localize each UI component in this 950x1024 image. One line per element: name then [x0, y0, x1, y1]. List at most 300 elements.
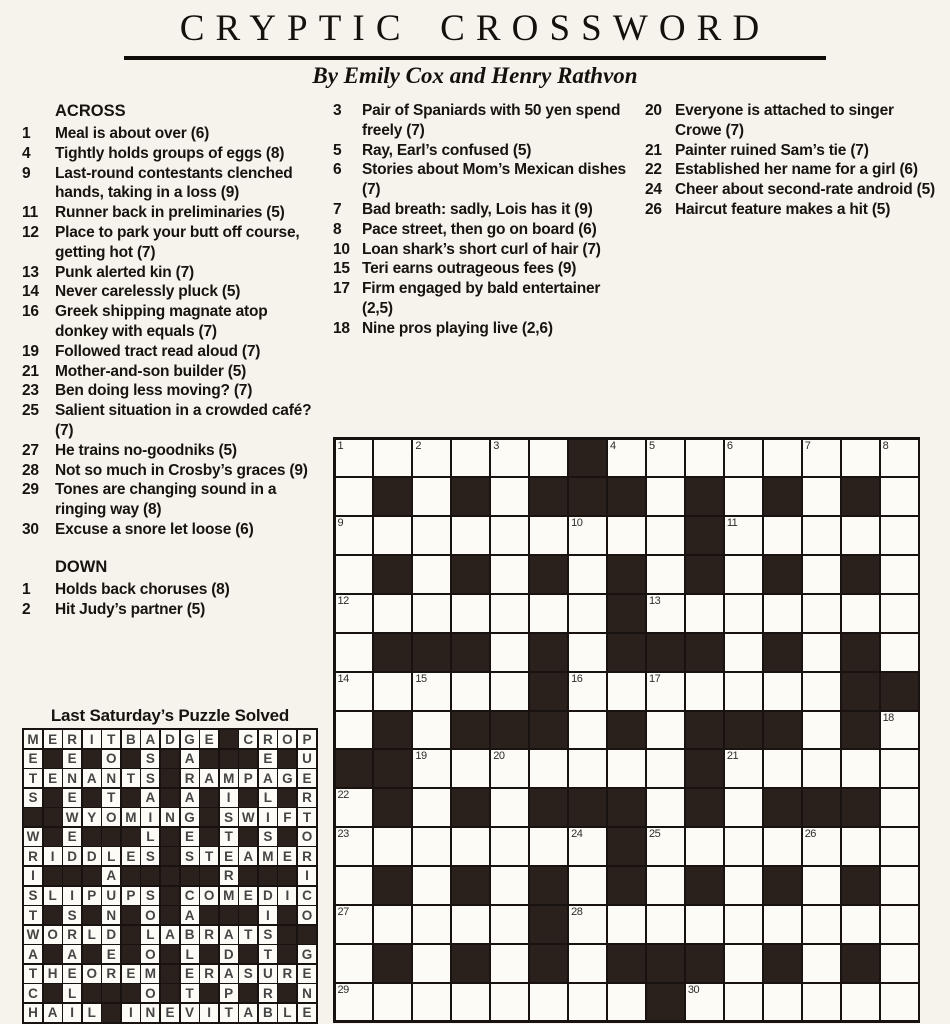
clue-text: Holds back choruses (8)	[55, 580, 230, 598]
grid-cell-number: 22	[337, 789, 349, 802]
grid-cell[interactable]	[374, 828, 411, 865]
solved-letter-cell: I	[63, 887, 81, 905]
grid-cell[interactable]	[803, 828, 840, 865]
grid-cell[interactable]	[413, 556, 450, 593]
grid-black-cell	[374, 789, 411, 826]
grid-cell[interactable]	[803, 517, 840, 554]
grid-cell[interactable]	[569, 712, 606, 749]
clue-text: Cheer about second-rate android (5)	[675, 181, 935, 199]
grid-cell[interactable]	[491, 440, 528, 477]
grid-cell[interactable]	[452, 595, 489, 632]
grid-cell[interactable]	[881, 595, 918, 632]
grid-cell[interactable]	[647, 789, 684, 826]
grid-cell[interactable]	[374, 595, 411, 632]
clue-number: 27	[22, 441, 39, 459]
solved-letter-cell: C	[181, 887, 199, 905]
solved-letter-cell: L	[141, 926, 159, 944]
solved-letter-cell: O	[102, 808, 120, 826]
solved-letter-cell: H	[24, 1004, 42, 1022]
solved-black-cell	[239, 789, 257, 807]
grid-cell[interactable]	[842, 984, 879, 1021]
solved-letter-cell: I	[122, 1004, 140, 1022]
grid-cell[interactable]	[725, 634, 762, 671]
grid-cell[interactable]	[608, 517, 645, 554]
grid-cell[interactable]	[569, 867, 606, 904]
grid-cell[interactable]	[336, 478, 373, 515]
grid-cell[interactable]	[413, 867, 450, 904]
clue-number: 25	[22, 402, 39, 420]
grid-cell[interactable]	[452, 984, 489, 1021]
grid-cell[interactable]	[491, 750, 528, 787]
solved-letter-cell: E	[239, 887, 257, 905]
grid-cell[interactable]	[336, 828, 373, 865]
grid-cell[interactable]	[803, 595, 840, 632]
grid-cell[interactable]	[647, 906, 684, 943]
clue-text: Followed tract read aloud (7)	[55, 342, 261, 360]
grid-cell[interactable]	[881, 634, 918, 671]
grid-cell[interactable]	[803, 750, 840, 787]
grid-cell[interactable]	[647, 517, 684, 554]
grid-cell[interactable]	[491, 984, 528, 1021]
grid-cell[interactable]	[725, 440, 762, 477]
grid-cell[interactable]	[336, 673, 373, 710]
grid-cell[interactable]	[336, 984, 373, 1021]
grid-black-cell	[374, 556, 411, 593]
clue-number: 18	[333, 319, 350, 337]
grid-cell[interactable]	[491, 906, 528, 943]
solved-letter-cell: A	[259, 769, 277, 787]
grid-cell[interactable]	[647, 440, 684, 477]
grid-cell-number: 5	[648, 439, 655, 452]
grid-cell[interactable]	[413, 517, 450, 554]
grid-cell[interactable]	[725, 867, 762, 904]
grid-black-cell	[764, 945, 801, 982]
clue-item	[645, 141, 945, 161]
grid-black-cell	[647, 984, 684, 1021]
solved-black-cell	[200, 828, 218, 846]
clue-number: 1	[22, 580, 31, 598]
grid-cell[interactable]	[336, 595, 373, 632]
solved-black-cell	[83, 984, 101, 1002]
grid-cell[interactable]	[647, 673, 684, 710]
grid-cell-number: 8	[882, 439, 889, 452]
grid-cell[interactable]	[336, 867, 373, 904]
grid-cell[interactable]	[647, 750, 684, 787]
grid-cell[interactable]	[569, 673, 606, 710]
grid-cell[interactable]	[413, 789, 450, 826]
grid-cell[interactable]	[764, 828, 801, 865]
grid-cell[interactable]	[530, 595, 567, 632]
solved-letter-cell: R	[278, 965, 296, 983]
solved-letter-cell: M	[24, 730, 42, 748]
grid-cell[interactable]	[569, 945, 606, 982]
solved-letter-cell: O	[141, 906, 159, 924]
grid-cell[interactable]	[413, 440, 450, 477]
solved-letter-cell: I	[24, 867, 42, 885]
grid-cell[interactable]	[686, 673, 723, 710]
grid-cell-number: 19	[415, 750, 427, 763]
grid-cell[interactable]	[881, 828, 918, 865]
solved-black-cell	[278, 984, 296, 1002]
solved-black-cell	[239, 906, 257, 924]
clue-number: 10	[333, 240, 350, 258]
grid-cell[interactable]	[413, 984, 450, 1021]
grid-cell[interactable]	[647, 556, 684, 593]
grid-cell[interactable]	[530, 984, 567, 1021]
clue-item	[333, 279, 635, 319]
clue-number: 21	[22, 362, 39, 380]
grid-cell-number: 2	[415, 439, 421, 452]
grid-cell[interactable]	[452, 906, 489, 943]
clue-text: Painter ruined Sam’s tie (7)	[675, 141, 869, 159]
grid-cell[interactable]	[686, 906, 723, 943]
grid-cell[interactable]	[725, 906, 762, 943]
grid-cell[interactable]	[764, 440, 801, 477]
grid-cell[interactable]	[842, 517, 879, 554]
solved-letter-cell: W	[239, 808, 257, 826]
solved-letter-cell: S	[259, 926, 277, 944]
grid-cell[interactable]	[413, 828, 450, 865]
solved-letter-cell: G	[181, 730, 199, 748]
solved-black-cell	[83, 789, 101, 807]
clue-number: 12	[22, 223, 39, 241]
grid-black-cell	[608, 789, 645, 826]
clue-item	[22, 164, 324, 204]
clue-number: 28	[22, 461, 39, 479]
grid-cell[interactable]	[452, 828, 489, 865]
grid-cell[interactable]	[491, 556, 528, 593]
grid-cell[interactable]	[881, 906, 918, 943]
grid-black-cell	[413, 634, 450, 671]
grid-cell[interactable]	[881, 556, 918, 593]
grid-black-cell	[842, 673, 879, 710]
grid-cell[interactable]	[764, 517, 801, 554]
solved-letter-cell: L	[102, 847, 120, 865]
solved-letter-cell: I	[83, 730, 101, 748]
grid-cell[interactable]	[608, 750, 645, 787]
grid-black-cell	[530, 867, 567, 904]
across-heading: ACROSS	[55, 102, 126, 120]
clue-item	[22, 600, 324, 620]
grid-cell[interactable]	[491, 634, 528, 671]
grid-cell[interactable]	[725, 595, 762, 632]
grid-cell[interactable]	[608, 984, 645, 1021]
grid-cell[interactable]	[803, 634, 840, 671]
grid-cell[interactable]	[452, 673, 489, 710]
grid-cell[interactable]	[725, 478, 762, 515]
solved-letter-cell: S	[181, 847, 199, 865]
clue-number: 20	[645, 102, 662, 119]
grid-cell[interactable]	[686, 828, 723, 865]
grid-cell[interactable]	[803, 673, 840, 710]
grid-cell-number: 11	[726, 517, 738, 530]
solved-letter-cell: E	[298, 1004, 316, 1022]
grid-cell[interactable]	[374, 440, 411, 477]
grid-cell[interactable]	[569, 595, 606, 632]
solved-letter-cell: T	[239, 926, 257, 944]
grid-cell[interactable]	[881, 867, 918, 904]
grid-cell[interactable]	[491, 789, 528, 826]
grid-cell[interactable]	[764, 673, 801, 710]
grid-cell[interactable]	[725, 789, 762, 826]
clue-item	[333, 259, 635, 279]
solved-black-cell	[161, 984, 179, 1002]
grid-cell[interactable]	[803, 945, 840, 982]
solved-black-cell	[239, 984, 257, 1002]
grid-cell[interactable]	[803, 712, 840, 749]
grid-cell[interactable]	[413, 945, 450, 982]
clue-number: 15	[333, 260, 350, 278]
solved-letter-cell: I	[63, 1004, 81, 1022]
grid-cell[interactable]	[491, 828, 528, 865]
grid-cell[interactable]	[842, 828, 879, 865]
grid-cell[interactable]	[452, 750, 489, 787]
grid-cell[interactable]	[569, 828, 606, 865]
solved-letter-cell: A	[181, 906, 199, 924]
grid-cell[interactable]	[491, 478, 528, 515]
across-clue-list	[22, 124, 324, 540]
solved-black-cell	[161, 867, 179, 885]
grid-cell[interactable]	[647, 867, 684, 904]
grid-cell[interactable]	[336, 517, 373, 554]
grid-cell[interactable]	[842, 750, 879, 787]
grid-cell[interactable]	[374, 673, 411, 710]
grid-cell[interactable]	[374, 984, 411, 1021]
solved-black-cell	[239, 867, 257, 885]
clue-item	[333, 141, 635, 161]
grid-cell[interactable]	[725, 673, 762, 710]
solved-letter-cell: O	[141, 945, 159, 963]
grid-cell[interactable]	[530, 828, 567, 865]
grid-cell[interactable]	[336, 556, 373, 593]
grid-cell[interactable]	[725, 828, 762, 865]
solved-letter-cell: O	[141, 984, 159, 1002]
solved-letter-cell: E	[298, 965, 316, 983]
solved-black-cell	[161, 906, 179, 924]
grid-cell-number: 26	[804, 828, 816, 841]
solved-letter-cell: S	[24, 789, 42, 807]
clue-item	[22, 461, 324, 481]
grid-cell[interactable]	[803, 440, 840, 477]
grid-cell[interactable]	[686, 440, 723, 477]
solved-letter-cell: L	[83, 1004, 101, 1022]
down-clue-list-left	[22, 580, 324, 620]
grid-cell[interactable]	[336, 945, 373, 982]
grid-black-cell	[608, 556, 645, 593]
solved-black-cell	[122, 750, 140, 768]
grid-cell[interactable]	[881, 945, 918, 982]
solved-letter-cell: E	[102, 945, 120, 963]
solved-letter-cell: S	[259, 828, 277, 846]
grid-cell[interactable]	[452, 517, 489, 554]
grid-cell[interactable]	[569, 556, 606, 593]
solved-letter-cell: E	[24, 750, 42, 768]
clue-item	[333, 220, 635, 240]
grid-cell[interactable]	[569, 906, 606, 943]
solved-black-cell	[278, 906, 296, 924]
grid-cell[interactable]	[491, 867, 528, 904]
grid-cell[interactable]	[881, 478, 918, 515]
grid-cell[interactable]	[569, 984, 606, 1021]
solved-black-cell	[220, 750, 238, 768]
grid-cell[interactable]	[803, 906, 840, 943]
grid-cell[interactable]	[803, 867, 840, 904]
clue-text: Tones are changing sound in a ringing way (8)	[55, 481, 277, 519]
solved-black-cell	[122, 789, 140, 807]
grid-cell[interactable]	[608, 673, 645, 710]
grid-cell[interactable]	[530, 517, 567, 554]
grid-cell[interactable]	[881, 984, 918, 1021]
grid-cell[interactable]	[336, 440, 373, 477]
clue-number: 24	[645, 181, 662, 199]
solved-letter-cell: R	[63, 730, 81, 748]
solved-letter-cell: R	[259, 984, 277, 1002]
grid-cell[interactable]	[413, 595, 450, 632]
grid-cell[interactable]	[881, 517, 918, 554]
solved-letter-cell: E	[63, 750, 81, 768]
grid-cell[interactable]	[452, 440, 489, 477]
grid-black-cell	[452, 945, 489, 982]
clue-item	[22, 362, 324, 382]
grid-cell[interactable]	[647, 712, 684, 749]
grid-cell-number: 30	[687, 983, 700, 996]
grid-cell[interactable]	[413, 673, 450, 710]
grid-cell[interactable]	[647, 478, 684, 515]
solved-letter-cell: R	[298, 847, 316, 865]
grid-black-cell	[569, 478, 606, 515]
grid-cell[interactable]	[647, 595, 684, 632]
grid-cell[interactable]	[725, 750, 762, 787]
solved-letter-cell: E	[259, 750, 277, 768]
solved-letter-cell: T	[181, 984, 199, 1002]
grid-cell[interactable]	[530, 750, 567, 787]
clue-text: Stories about Mom’s Mexican dishes (7)	[362, 161, 626, 199]
grid-cell[interactable]	[803, 478, 840, 515]
grid-cell[interactable]	[413, 712, 450, 749]
grid-black-cell	[764, 556, 801, 593]
grid-black-cell	[374, 712, 411, 749]
grid-cell[interactable]	[803, 984, 840, 1021]
solved-letter-cell: N	[161, 808, 179, 826]
grid-cell[interactable]	[374, 517, 411, 554]
grid-cell[interactable]	[336, 712, 373, 749]
grid-black-cell	[530, 673, 567, 710]
grid-cell[interactable]	[336, 906, 373, 943]
grid-cell[interactable]	[491, 945, 528, 982]
grid-black-cell	[764, 634, 801, 671]
grid-cell[interactable]	[413, 478, 450, 515]
grid-cell[interactable]	[764, 984, 801, 1021]
grid-cell[interactable]	[881, 750, 918, 787]
solved-black-cell	[44, 867, 62, 885]
grid-cell[interactable]	[881, 440, 918, 477]
grid-cell[interactable]	[530, 440, 567, 477]
down-heading: DOWN	[55, 557, 108, 576]
grid-cell[interactable]	[686, 595, 723, 632]
clue-item	[22, 342, 324, 362]
grid-cell[interactable]	[725, 556, 762, 593]
grid-cell[interactable]	[569, 517, 606, 554]
solved-black-cell	[44, 789, 62, 807]
solved-letter-cell: S	[63, 906, 81, 924]
grid-cell[interactable]	[842, 440, 879, 477]
solved-black-cell	[102, 984, 120, 1002]
solved-letter-cell: G	[298, 945, 316, 963]
clue-number: 9	[22, 164, 31, 182]
solved-letter-cell: E	[220, 847, 238, 865]
solved-letter-cell: T	[122, 769, 140, 787]
grid-cell[interactable]	[647, 828, 684, 865]
grid-black-cell	[530, 906, 567, 943]
grid-black-cell	[686, 634, 723, 671]
grid-cell[interactable]	[764, 595, 801, 632]
grid-cell[interactable]	[608, 440, 645, 477]
grid-cell[interactable]	[491, 517, 528, 554]
grid-cell[interactable]	[881, 789, 918, 826]
solved-letter-cell: M	[259, 847, 277, 865]
grid-cell[interactable]	[764, 750, 801, 787]
clue-item	[645, 101, 945, 141]
grid-cell[interactable]	[725, 984, 762, 1021]
solved-letter-cell: C	[298, 887, 316, 905]
solved-letter-cell: L	[83, 926, 101, 944]
grid-black-cell	[530, 789, 567, 826]
grid-black-cell	[491, 712, 528, 749]
clue-number: 11	[22, 204, 38, 222]
solved-letter-cell: S	[239, 965, 257, 983]
grid-cell[interactable]	[608, 906, 645, 943]
grid-cell[interactable]	[881, 712, 918, 749]
solved-black-cell	[102, 828, 120, 846]
grid-cell[interactable]	[686, 984, 723, 1021]
solved-black-cell	[44, 750, 62, 768]
solved-black-cell	[141, 867, 159, 885]
grid-cell[interactable]	[491, 595, 528, 632]
solved-letter-cell: P	[83, 887, 101, 905]
grid-cell[interactable]	[842, 595, 879, 632]
solved-black-cell	[122, 867, 140, 885]
grid-black-cell	[647, 634, 684, 671]
grid-cell[interactable]	[725, 517, 762, 554]
solved-black-cell	[278, 867, 296, 885]
grid-black-cell	[608, 828, 645, 865]
grid-cell[interactable]	[725, 945, 762, 982]
solved-letter-cell: E	[181, 965, 199, 983]
solved-letter-cell: F	[278, 808, 296, 826]
solved-black-cell	[278, 750, 296, 768]
grid-cell[interactable]	[491, 673, 528, 710]
solved-black-cell	[44, 808, 62, 826]
grid-cell-number: 9	[337, 517, 344, 530]
grid-cell[interactable]	[842, 906, 879, 943]
grid-cell[interactable]	[413, 906, 450, 943]
grid-cell[interactable]	[336, 789, 373, 826]
grid-cell[interactable]	[336, 634, 373, 671]
clue-text: Haircut feature makes a hit (5)	[675, 200, 891, 218]
grid-cell-number: 23	[337, 828, 349, 841]
clue-number: 14	[22, 283, 39, 301]
solved-puzzle-caption: Last Saturday’s Puzzle Solved	[50, 706, 290, 725]
grid-cell[interactable]	[374, 906, 411, 943]
grid-cell[interactable]	[764, 906, 801, 943]
solved-black-cell	[44, 945, 62, 963]
grid-cell[interactable]	[413, 750, 450, 787]
solved-puzzle-grid	[22, 728, 318, 1024]
grid-cell[interactable]	[569, 634, 606, 671]
grid-black-cell	[686, 712, 723, 749]
grid-cell[interactable]	[803, 556, 840, 593]
grid-cell[interactable]	[569, 750, 606, 787]
